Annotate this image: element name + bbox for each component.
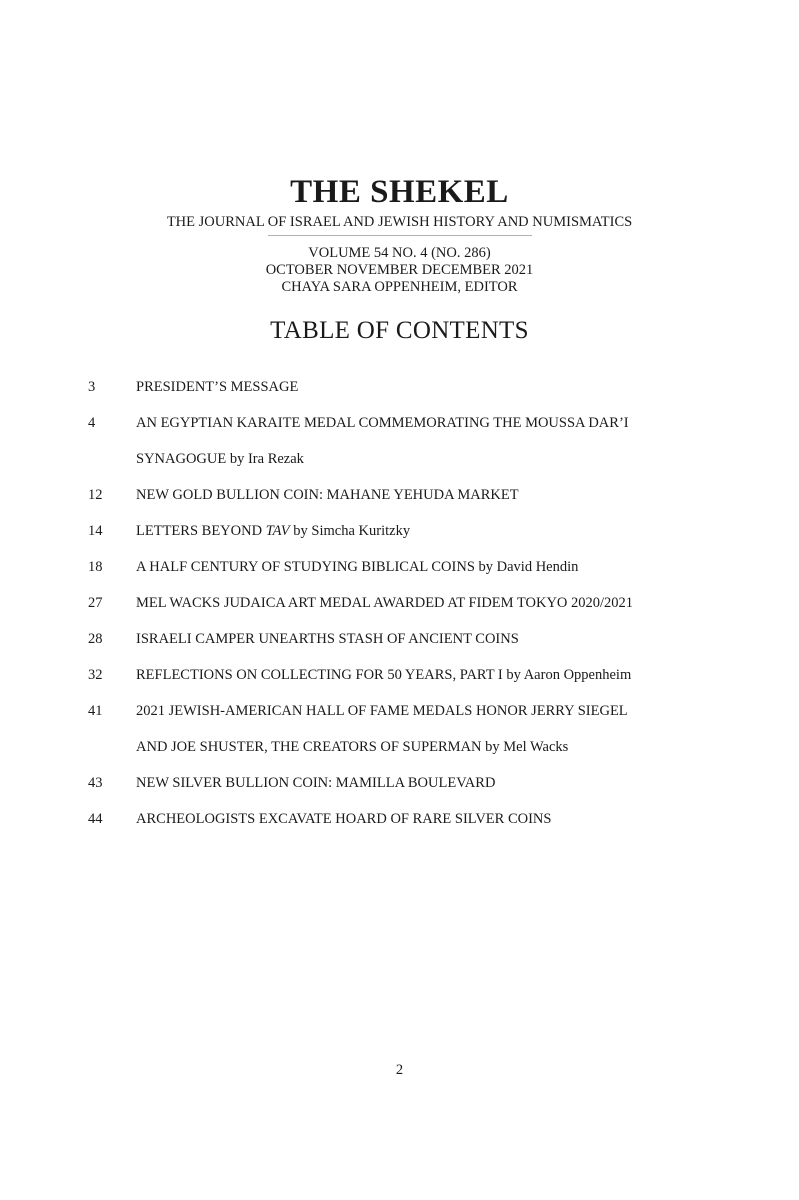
journal-title: THE SHEKEL: [290, 174, 509, 210]
toc-page-number: 32: [88, 667, 103, 683]
toc-heading: TABLE OF CONTENTS: [270, 317, 529, 344]
toc-line: [0, 592, 799, 614]
toc-line: [0, 808, 799, 830]
editor-line: CHAYA SARA OPPENHEIM, EDITOR: [281, 279, 518, 295]
toc-line: [0, 412, 799, 434]
toc-entry-title: A HALF CENTURY OF STUDYING BIBLICAL COINS by David Hendin: [136, 559, 579, 575]
toc-entry-title: NEW GOLD BULLION COIN: MAHANE YEHUDA MARKET: [136, 487, 519, 503]
toc-line: [0, 556, 799, 578]
toc-page-number: 12: [88, 487, 103, 503]
journal-header: [0, 172, 799, 346]
toc-entry-title-continued: AND JOE SHUSTER, THE CREATORS OF SUPERMAN by Mel Wacks: [136, 739, 569, 755]
toc-line-continued: [0, 736, 799, 758]
toc-line: [0, 772, 799, 794]
toc-entry-title: ARCHEOLOGISTS EXCAVATE HOARD OF RARE SILVER COINS: [136, 811, 552, 827]
toc-page-number: 44: [88, 811, 103, 827]
toc-line: [0, 664, 799, 686]
toc-page-number: 3: [88, 379, 96, 395]
italic-term: TAV: [265, 523, 290, 539]
toc-entry-title: ISRAELI CAMPER UNEARTHS STASH OF ANCIENT COINS: [136, 631, 519, 647]
toc-page-number: 27: [88, 595, 103, 611]
toc-entry-title: NEW SILVER BULLION COIN: MAMILLA BOULEVARD: [136, 775, 496, 791]
toc-line: [0, 628, 799, 650]
toc-page-number: 18: [88, 559, 103, 575]
toc-line: [0, 376, 799, 398]
toc-page-number: 28: [88, 631, 103, 647]
toc-line: [0, 520, 799, 542]
toc-page-number: 4: [88, 415, 96, 431]
toc-line: [0, 484, 799, 506]
toc-page-number: 41: [88, 703, 103, 719]
title-divider: [268, 235, 532, 236]
toc-line-continued: [0, 448, 799, 470]
issue-date-line: OCTOBER NOVEMBER DECEMBER 2021: [265, 262, 534, 278]
page-number: 2: [395, 1062, 404, 1078]
toc-page-number: 43: [88, 775, 103, 791]
toc-entry-title: REFLECTIONS ON COLLECTING FOR 50 YEARS, PART I by Aaron Oppenheim: [136, 667, 632, 683]
issue-info: [0, 245, 799, 296]
toc-entry-title: 2021 JEWISH-AMERICAN HALL OF FAME MEDALS HONOR JERRY SIEGEL: [136, 703, 628, 719]
journal-subtitle: THE JOURNAL OF ISRAEL AND JEWISH HISTORY AND NUMISMATICS: [166, 214, 633, 230]
toc-entry-title: LETTERS BEYOND TAV by Simcha Kuritzky: [136, 523, 411, 539]
toc-entry-title: AN EGYPTIAN KARAITE MEDAL COMMEMORATING THE MOUSSA DAR’I: [136, 415, 629, 431]
volume-line: VOLUME 54 NO. 4 (NO. 286): [308, 245, 491, 261]
toc-entry-title-continued: SYNAGOGUE by Ira Rezak: [136, 451, 304, 467]
toc-page-number: 14: [88, 523, 103, 539]
toc-entry-title: PRESIDENT’S MESSAGE: [136, 379, 299, 395]
toc-line: [0, 700, 799, 722]
toc-entry-title: MEL WACKS JUDAICA ART MEDAL AWARDED AT FIDEM TOKYO 2020/2021: [136, 595, 634, 611]
